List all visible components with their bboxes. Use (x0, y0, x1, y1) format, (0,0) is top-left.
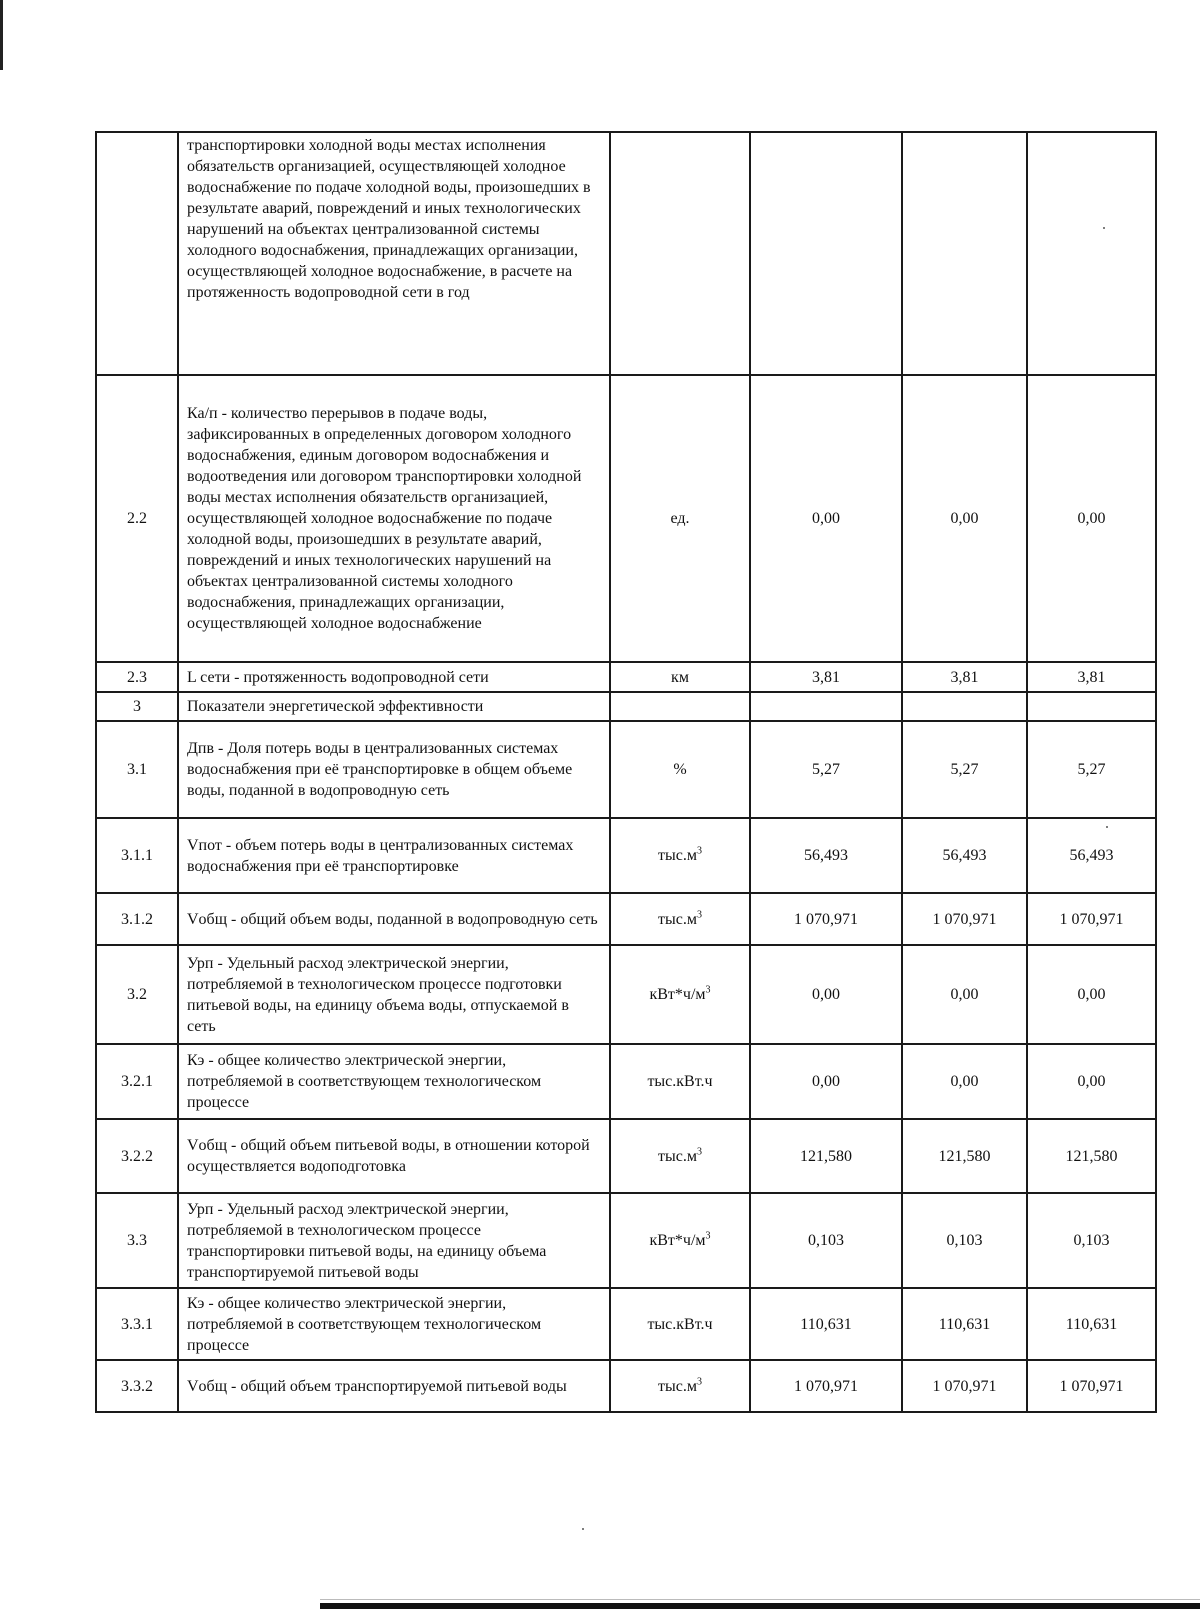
unit-superscript: 3 (696, 1376, 702, 1388)
table-row (96, 132, 1156, 375)
unit-cell (610, 1044, 750, 1119)
indicator-name-text: Кэ - общее количество электрической энергии, потребляемой в соответствующем технологическом процессе (187, 1294, 542, 1354)
row-number: 3.3.1 (96, 1288, 178, 1360)
scan-speck (582, 1528, 584, 1530)
value-cell: 0,00 (750, 375, 902, 662)
value-cell: 0,00 (902, 1044, 1027, 1119)
unit-cell (610, 1360, 750, 1412)
indicator-name (178, 1193, 610, 1288)
value-cell: 56,493 (1027, 818, 1156, 893)
row-number: 3.1 (96, 721, 178, 818)
value-cell: 110,631 (902, 1288, 1027, 1360)
value-cell: 5,27 (750, 721, 902, 818)
table-row (96, 662, 1156, 692)
table-row (96, 721, 1156, 818)
row-number: 2.2 (96, 375, 178, 662)
value-cell: 56,493 (750, 818, 902, 893)
indicator-name (178, 1119, 610, 1193)
unit-superscript: 3 (696, 845, 702, 857)
scan-left-edge (0, 0, 3, 70)
value-cell: 110,631 (1027, 1288, 1156, 1360)
row-number: 3.3 (96, 1193, 178, 1288)
unit-cell (610, 1119, 750, 1193)
section-heading (178, 692, 610, 721)
value-cell: 121,580 (902, 1119, 1027, 1193)
unit-text: кВт*ч/м (649, 986, 706, 1003)
value-cell (902, 132, 1027, 375)
scan-bottom-edge (320, 1603, 1200, 1609)
indicator-name-text: Ка/п - количество перерывов в подаче воды, зафиксированных в определенных договором холодного водоснабжения, единым договором водоснабжения и водоотведения или договором транспортировки холодной воды местах исполнения обязательств организацией, осуществляющей холодное водоснабжение по подаче холодной воды, произошедших в результате аварий, повреждений и иных технологических нарушений на объектах централизованной системы холодного водоснабжения, принадлежащих организации, осуществляющей холодное водоснабжение (187, 405, 582, 632)
value-cell: 1 070,971 (902, 893, 1027, 945)
row-number: 3.1.2 (96, 893, 178, 945)
indicator-name (178, 721, 610, 818)
value-cell: 5,27 (902, 721, 1027, 818)
scan-bottom-edge-line (320, 1599, 1200, 1600)
value-cell: 56,493 (902, 818, 1027, 893)
table-row (96, 1119, 1156, 1193)
unit-cell (610, 662, 750, 692)
table-row (96, 375, 1156, 662)
unit-cell (610, 692, 750, 721)
unit-text: тыс.м (658, 1377, 697, 1395)
value-cell: 110,631 (750, 1288, 902, 1360)
indicator-name-text: Дпв - Доля потерь воды в централизованных системах водоснабжения при её транспортировке в общем объеме воды, поданной в водопроводную сеть (187, 740, 573, 799)
value-cell: 0,00 (1027, 375, 1156, 662)
value-cell: 3,81 (902, 662, 1027, 692)
unit-superscript: 3 (696, 909, 702, 921)
value-cell: 1 070,971 (1027, 1360, 1156, 1412)
value-cell (1027, 692, 1156, 721)
unit-text: ед. (670, 510, 690, 527)
unit-cell (610, 1193, 750, 1288)
value-cell: 0,103 (902, 1193, 1027, 1288)
indicator-name-text: Vобщ - общий объем транспортируемой питьевой воды (187, 1377, 567, 1395)
indicator-name-text: Урп - Удельный расход электрической энергии, потребляемой в технологическом процессе транспортировки питьевой воды, на единицу объема транспортируемой питьевой воды (187, 1200, 547, 1281)
indicator-name (178, 132, 610, 375)
value-cell: 0,00 (1027, 1044, 1156, 1119)
row-number: 2.3 (96, 662, 178, 692)
unit-cell (610, 375, 750, 662)
unit-text: тыс.м (658, 1147, 697, 1165)
indicator-name (178, 818, 610, 893)
indicator-name-text: Кэ - общее количество электрической энергии, потребляемой в соответствующем технологическом процессе (187, 1052, 542, 1111)
value-cell: 1 070,971 (750, 1360, 902, 1412)
indicator-name-text: L сети - протяженность водопроводной сети (187, 668, 489, 686)
unit-cell (610, 132, 750, 375)
unit-text: % (673, 761, 687, 778)
value-cell: 3,81 (750, 662, 902, 692)
unit-text: км (671, 668, 689, 686)
indicator-name (178, 662, 610, 692)
indicators-table (95, 131, 1157, 1413)
unit-cell (610, 945, 750, 1044)
value-cell: 3,81 (1027, 662, 1156, 692)
row-number: 3.1.1 (96, 818, 178, 893)
indicator-name (178, 893, 610, 945)
table-row (96, 1288, 1156, 1360)
indicator-name (178, 945, 610, 1044)
table-row (96, 818, 1156, 893)
unit-text: кВт*ч/м (649, 1232, 706, 1249)
row-number: 3.2.2 (96, 1119, 178, 1193)
unit-cell (610, 1288, 750, 1360)
value-cell: 121,580 (1027, 1119, 1156, 1193)
unit-superscript: 3 (705, 984, 711, 996)
value-cell (750, 132, 902, 375)
unit-superscript: 3 (705, 1230, 711, 1242)
table-row (96, 1193, 1156, 1288)
unit-cell (610, 893, 750, 945)
value-cell (750, 692, 902, 721)
value-cell: 0,103 (1027, 1193, 1156, 1288)
indicator-name (178, 1044, 610, 1119)
value-cell: 1 070,971 (902, 1360, 1027, 1412)
unit-superscript: 3 (696, 1146, 702, 1158)
table-row (96, 692, 1156, 721)
value-cell: 0,00 (750, 945, 902, 1044)
row-number: 3 (96, 692, 178, 721)
table-row (96, 945, 1156, 1044)
section-heading-text: Показатели энергетической эффективности (187, 698, 484, 715)
value-cell: 1 070,971 (1027, 893, 1156, 945)
indicator-name (178, 375, 610, 662)
indicator-name-text: Vобщ - общий объем воды, поданной в водопроводную сеть (187, 910, 598, 928)
value-cell (902, 692, 1027, 721)
indicator-name-text: транспортировки холодной воды местах исполнения обязательств организацией, осуществляющей холодное водоснабжение по подаче холодной воды, произошедших в результате аварий, повреждений и иных технологических нарушений на объектах централизованной системы холодного водоснабжения, принадлежащих организации, осуществляющей холодное водоснабжение, в расчете на протяженность водопроводной сети в год (187, 137, 591, 301)
row-number: 3.3.2 (96, 1360, 178, 1412)
value-cell: 0,00 (750, 1044, 902, 1119)
unit-cell (610, 721, 750, 818)
value-cell: 121,580 (750, 1119, 902, 1193)
unit-text: тыс.кВт.ч (647, 1315, 713, 1333)
value-cell: 0,00 (1027, 945, 1156, 1044)
indicator-name (178, 1288, 610, 1360)
value-cell: 0,00 (902, 945, 1027, 1044)
table-row (96, 893, 1156, 945)
value-cell (1027, 132, 1156, 375)
row-number: 3.2 (96, 945, 178, 1044)
unit-cell (610, 818, 750, 893)
table-row (96, 1044, 1156, 1119)
unit-text: тыс.кВт.ч (647, 1073, 713, 1090)
value-cell: 5,27 (1027, 721, 1156, 818)
unit-text: тыс.м (658, 847, 697, 864)
table-row (96, 1360, 1156, 1412)
indicator-name-text: Vобщ - общий объем питьевой воды, в отношении которой осуществляется водоподготовка (187, 1137, 590, 1175)
indicator-name (178, 1360, 610, 1412)
row-number: 3.2.1 (96, 1044, 178, 1119)
value-cell: 1 070,971 (750, 893, 902, 945)
value-cell: 0,103 (750, 1193, 902, 1288)
row-number (96, 132, 178, 375)
indicator-name-text: Vпот - объем потерь воды в централизованных системах водоснабжения при её транспортировке (187, 836, 574, 875)
unit-text: тыс.м (658, 910, 697, 928)
value-cell: 0,00 (902, 375, 1027, 662)
indicator-name-text: Урп - Удельный расход электрической энергии, потребляемой в технологическом процессе подготовки питьевой воды, на единицу объема воды, отпускаемой в сеть (187, 954, 569, 1035)
